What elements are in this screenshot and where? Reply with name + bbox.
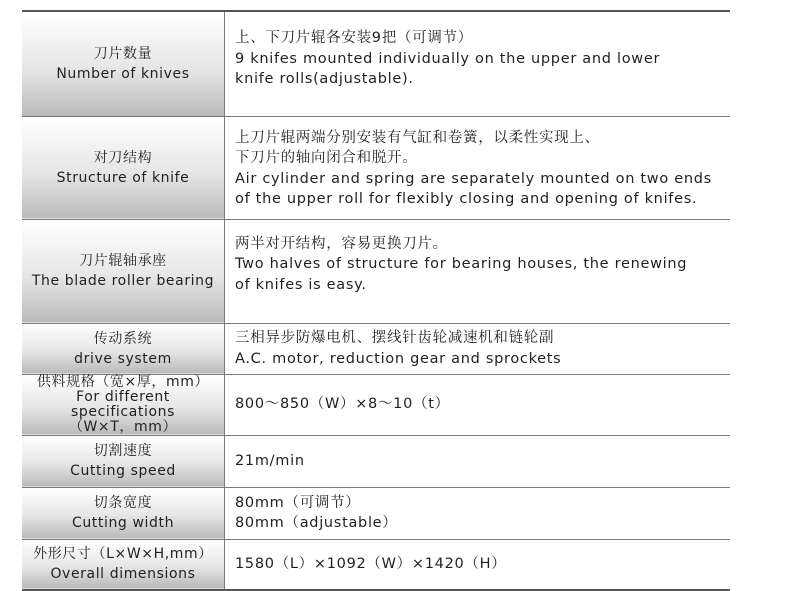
row-value-line: Two halves of structure for bearing houses, the renewing: [235, 256, 688, 272]
row-value-line: 9 knifes mounted individually on the upper and lower: [235, 50, 661, 67]
row-value-line: 上、下刀片辊各安装9把（可调节）: [235, 30, 473, 46]
row-label-en: （W×T，mm）: [68, 418, 178, 435]
row-value-line: Air cylinder and spring are separately mounted on two ends: [235, 170, 712, 187]
table-row: [22, 374, 730, 435]
table-row: [22, 323, 730, 374]
row-value-line: 80mm（可调节）: [235, 494, 361, 511]
row-label-en: Cutting speed: [70, 463, 176, 479]
row-value-line: 800～850（W）×8～10（t）: [235, 396, 450, 413]
row-value-cell: [225, 323, 731, 374]
row-value-line: 下刀片的轴向闭合和脱开。: [235, 150, 418, 166]
row-value-line: 21m/min: [235, 452, 305, 469]
row-label-cn: 切割速度: [93, 443, 153, 459]
table-row: [22, 219, 730, 323]
row-value-cell: [225, 487, 731, 539]
table-row: [22, 116, 730, 219]
row-value-cell: [225, 435, 731, 487]
row-value-line: 80mm（adjustable）: [235, 515, 398, 531]
row-label-cell: [22, 116, 225, 219]
row-label-cn: 刀片数量: [93, 45, 153, 62]
row-label-cn: 外形尺寸（L×W×H,mm）: [33, 546, 213, 563]
table-row: [22, 487, 730, 539]
row-label-cell: [22, 374, 225, 435]
row-value-line: 三相异步防爆电机、摆线针齿轮减速机和链轮副: [235, 330, 555, 346]
row-label-cell: [22, 435, 225, 487]
row-label-en: For different specifications: [71, 388, 175, 420]
row-label-en: Overall dimensions: [50, 566, 196, 583]
row-label-en: The blade roller bearing: [31, 273, 215, 289]
row-value-cell: [225, 116, 731, 219]
row-value-cell: [225, 11, 731, 116]
row-label-cell: [22, 323, 225, 374]
row-label-cell: [22, 219, 225, 323]
row-label-en: drive system: [74, 350, 172, 367]
table-row: [22, 539, 730, 590]
specification-table: [22, 10, 730, 591]
row-label-cell: [22, 539, 225, 590]
row-label-en: Number of knives: [56, 65, 190, 82]
row-value-line: knife rolls(adjustable).: [235, 71, 414, 87]
row-value-cell: [225, 219, 731, 323]
row-label-cn: 切条宽度: [93, 495, 153, 511]
table-row: [22, 435, 730, 487]
row-value-cell: [225, 374, 731, 435]
row-value-line: 两半对开结构，容易更换刀片。: [235, 235, 448, 252]
row-value-line: of the upper roll for flexibly closing and opening of knifes.: [235, 191, 698, 207]
row-value-line: 上刀片辊两端分别安装有气缸和卷簧，以柔性实现上、: [235, 129, 600, 146]
row-value-line: of knifes is easy.: [235, 276, 367, 293]
row-value-line: 1580（L）×1092（W）×1420（H）: [235, 556, 507, 572]
row-label-cell: [22, 11, 225, 116]
row-label-cn: 对刀结构: [93, 149, 153, 166]
row-label-en: Structure of knife: [56, 169, 190, 186]
row-label-cn: 刀片辊轴承座: [79, 253, 167, 269]
table-row: [22, 11, 730, 116]
row-value-line: A.C. motor, reduction gear and sprockets: [235, 350, 562, 367]
row-label-cn: 传动系统: [93, 330, 153, 347]
row-label-cell: [22, 487, 225, 539]
row-value-cell: [225, 539, 731, 590]
row-label-en: Cutting width: [71, 515, 175, 531]
row-label-cn: 供料规格（宽×厚，mm）: [36, 373, 210, 390]
